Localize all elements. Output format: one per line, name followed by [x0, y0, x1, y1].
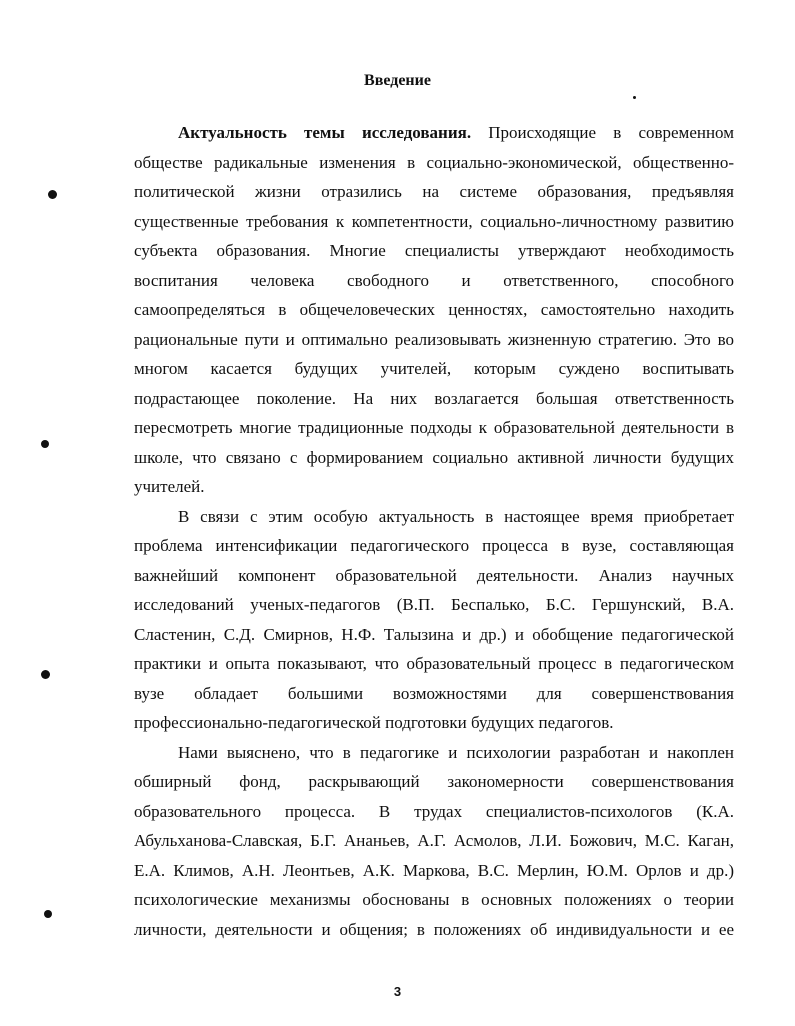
- line-text: многом касается будущих учителей, которым суждено воспитывать: [134, 359, 734, 378]
- text-line: [134, 384, 734, 414]
- text-line: [134, 266, 734, 296]
- text-line: [134, 679, 734, 709]
- text-line: [134, 236, 734, 266]
- text-line: [134, 885, 734, 915]
- text-line: [134, 443, 734, 473]
- line-text: практики и опыта показывают, что образовательный процесс в педагогическом: [134, 654, 734, 673]
- scan-speck-artifact: [633, 96, 636, 99]
- line-text: воспитания человека свободного и ответственного, способного: [134, 270, 734, 290]
- line-text: обширный фонд, раскрывающий закономерности совершенствования: [134, 772, 734, 791]
- line-text: Абульханова-Славская, Б.Г. Ананьев, А.Г. Асмолов, Л.И. Божович, М.С. Каган,: [134, 831, 734, 850]
- line-text: рациональные пути и оптимально реализовывать жизненную стратегию. Это во: [134, 329, 734, 349]
- text-line: [134, 915, 734, 945]
- text-line: [134, 708, 734, 738]
- line-text: психологические механизмы обоснованы в основных положениях о теории: [134, 890, 734, 909]
- line-text: вузе обладает большими возможностями для совершенствования: [134, 683, 734, 703]
- line-text: личности, деятельности и общения; в положениях об индивидуальности и ее: [134, 919, 734, 939]
- line-text: подрастающее поколение. На них возлагается большая ответственность: [134, 388, 734, 408]
- scan-dot-artifact: [44, 910, 52, 918]
- text-line: [134, 738, 734, 768]
- line-text: существенные требования к компетентности, социально-личностному развитию: [134, 211, 734, 231]
- text-line: [134, 325, 734, 355]
- line-text: Сластенин, С.Д. Смирнов, Н.Ф. Талызина и др.) и обобщение педагогической: [134, 624, 734, 644]
- line-text: исследований ученых-педагогов (В.П. Беспалько, Б.С. Гершунский, В.А.: [134, 595, 734, 614]
- text-line: [134, 590, 734, 620]
- line-text: школе, что связано с формированием социально активной личности будущих: [134, 447, 734, 467]
- text-line: [134, 148, 734, 178]
- line-text: Происходящие в современном: [471, 123, 734, 142]
- text-line: [134, 472, 734, 502]
- text-line: [134, 856, 734, 886]
- text-line: [134, 118, 734, 148]
- text-line: [134, 826, 734, 856]
- line-text: образовательного процесса. В трудах специалистов-психологов (К.А.: [134, 801, 734, 821]
- bold-lead-phrase: Актуальность темы исследования.: [178, 123, 472, 142]
- text-line: [134, 502, 734, 532]
- body-text: [134, 118, 734, 944]
- line-text: обществе радикальные изменения в социально-экономической, общественно-: [134, 152, 734, 172]
- text-line: [134, 413, 734, 443]
- line-text: учителей.: [134, 477, 205, 496]
- text-line: [134, 295, 734, 325]
- text-line: [134, 177, 734, 207]
- line-text: политической жизни отразились на системе образования, предъявляя: [134, 182, 734, 201]
- scan-dot-artifact: [48, 190, 57, 199]
- page-number: 3: [393, 984, 402, 999]
- line-text: субъекта образования. Многие специалисты утверждают необходимость: [134, 241, 734, 260]
- line-text: Е.А. Климов, А.Н. Леонтьев, А.К. Маркова, В.С. Мерлин, Ю.М. Орлов и др.): [134, 860, 734, 880]
- page-title: Введение: [364, 72, 431, 89]
- text-line: [134, 207, 734, 237]
- line-text: В связи с этим особую актуальность в настоящее время приобретает: [178, 506, 734, 526]
- line-text: проблема интенсификации педагогического процесса в вузе, составляющая: [134, 536, 734, 555]
- text-line: [134, 797, 734, 827]
- text-line: [134, 354, 734, 384]
- text-line: [134, 620, 734, 650]
- line-text: самоопределяться в общечеловеческих ценностях, самостоятельно находить: [134, 300, 734, 319]
- line-text: пересмотреть многие традиционные подходы к образовательной деятельности в: [134, 418, 734, 437]
- scan-dot-artifact: [41, 440, 49, 448]
- text-line: [134, 767, 734, 797]
- text-line: [134, 531, 734, 561]
- text-line: [134, 649, 734, 679]
- scan-dot-artifact: [41, 670, 50, 679]
- line-text: профессионально-педагогической подготовки будущих педагогов.: [134, 713, 614, 732]
- line-text: важнейший компонент образовательной деятельности. Анализ научных: [134, 565, 734, 585]
- line-text: Нами выяснено, что в педагогике и психологии разработан и накоплен: [178, 742, 734, 762]
- text-line: [134, 561, 734, 591]
